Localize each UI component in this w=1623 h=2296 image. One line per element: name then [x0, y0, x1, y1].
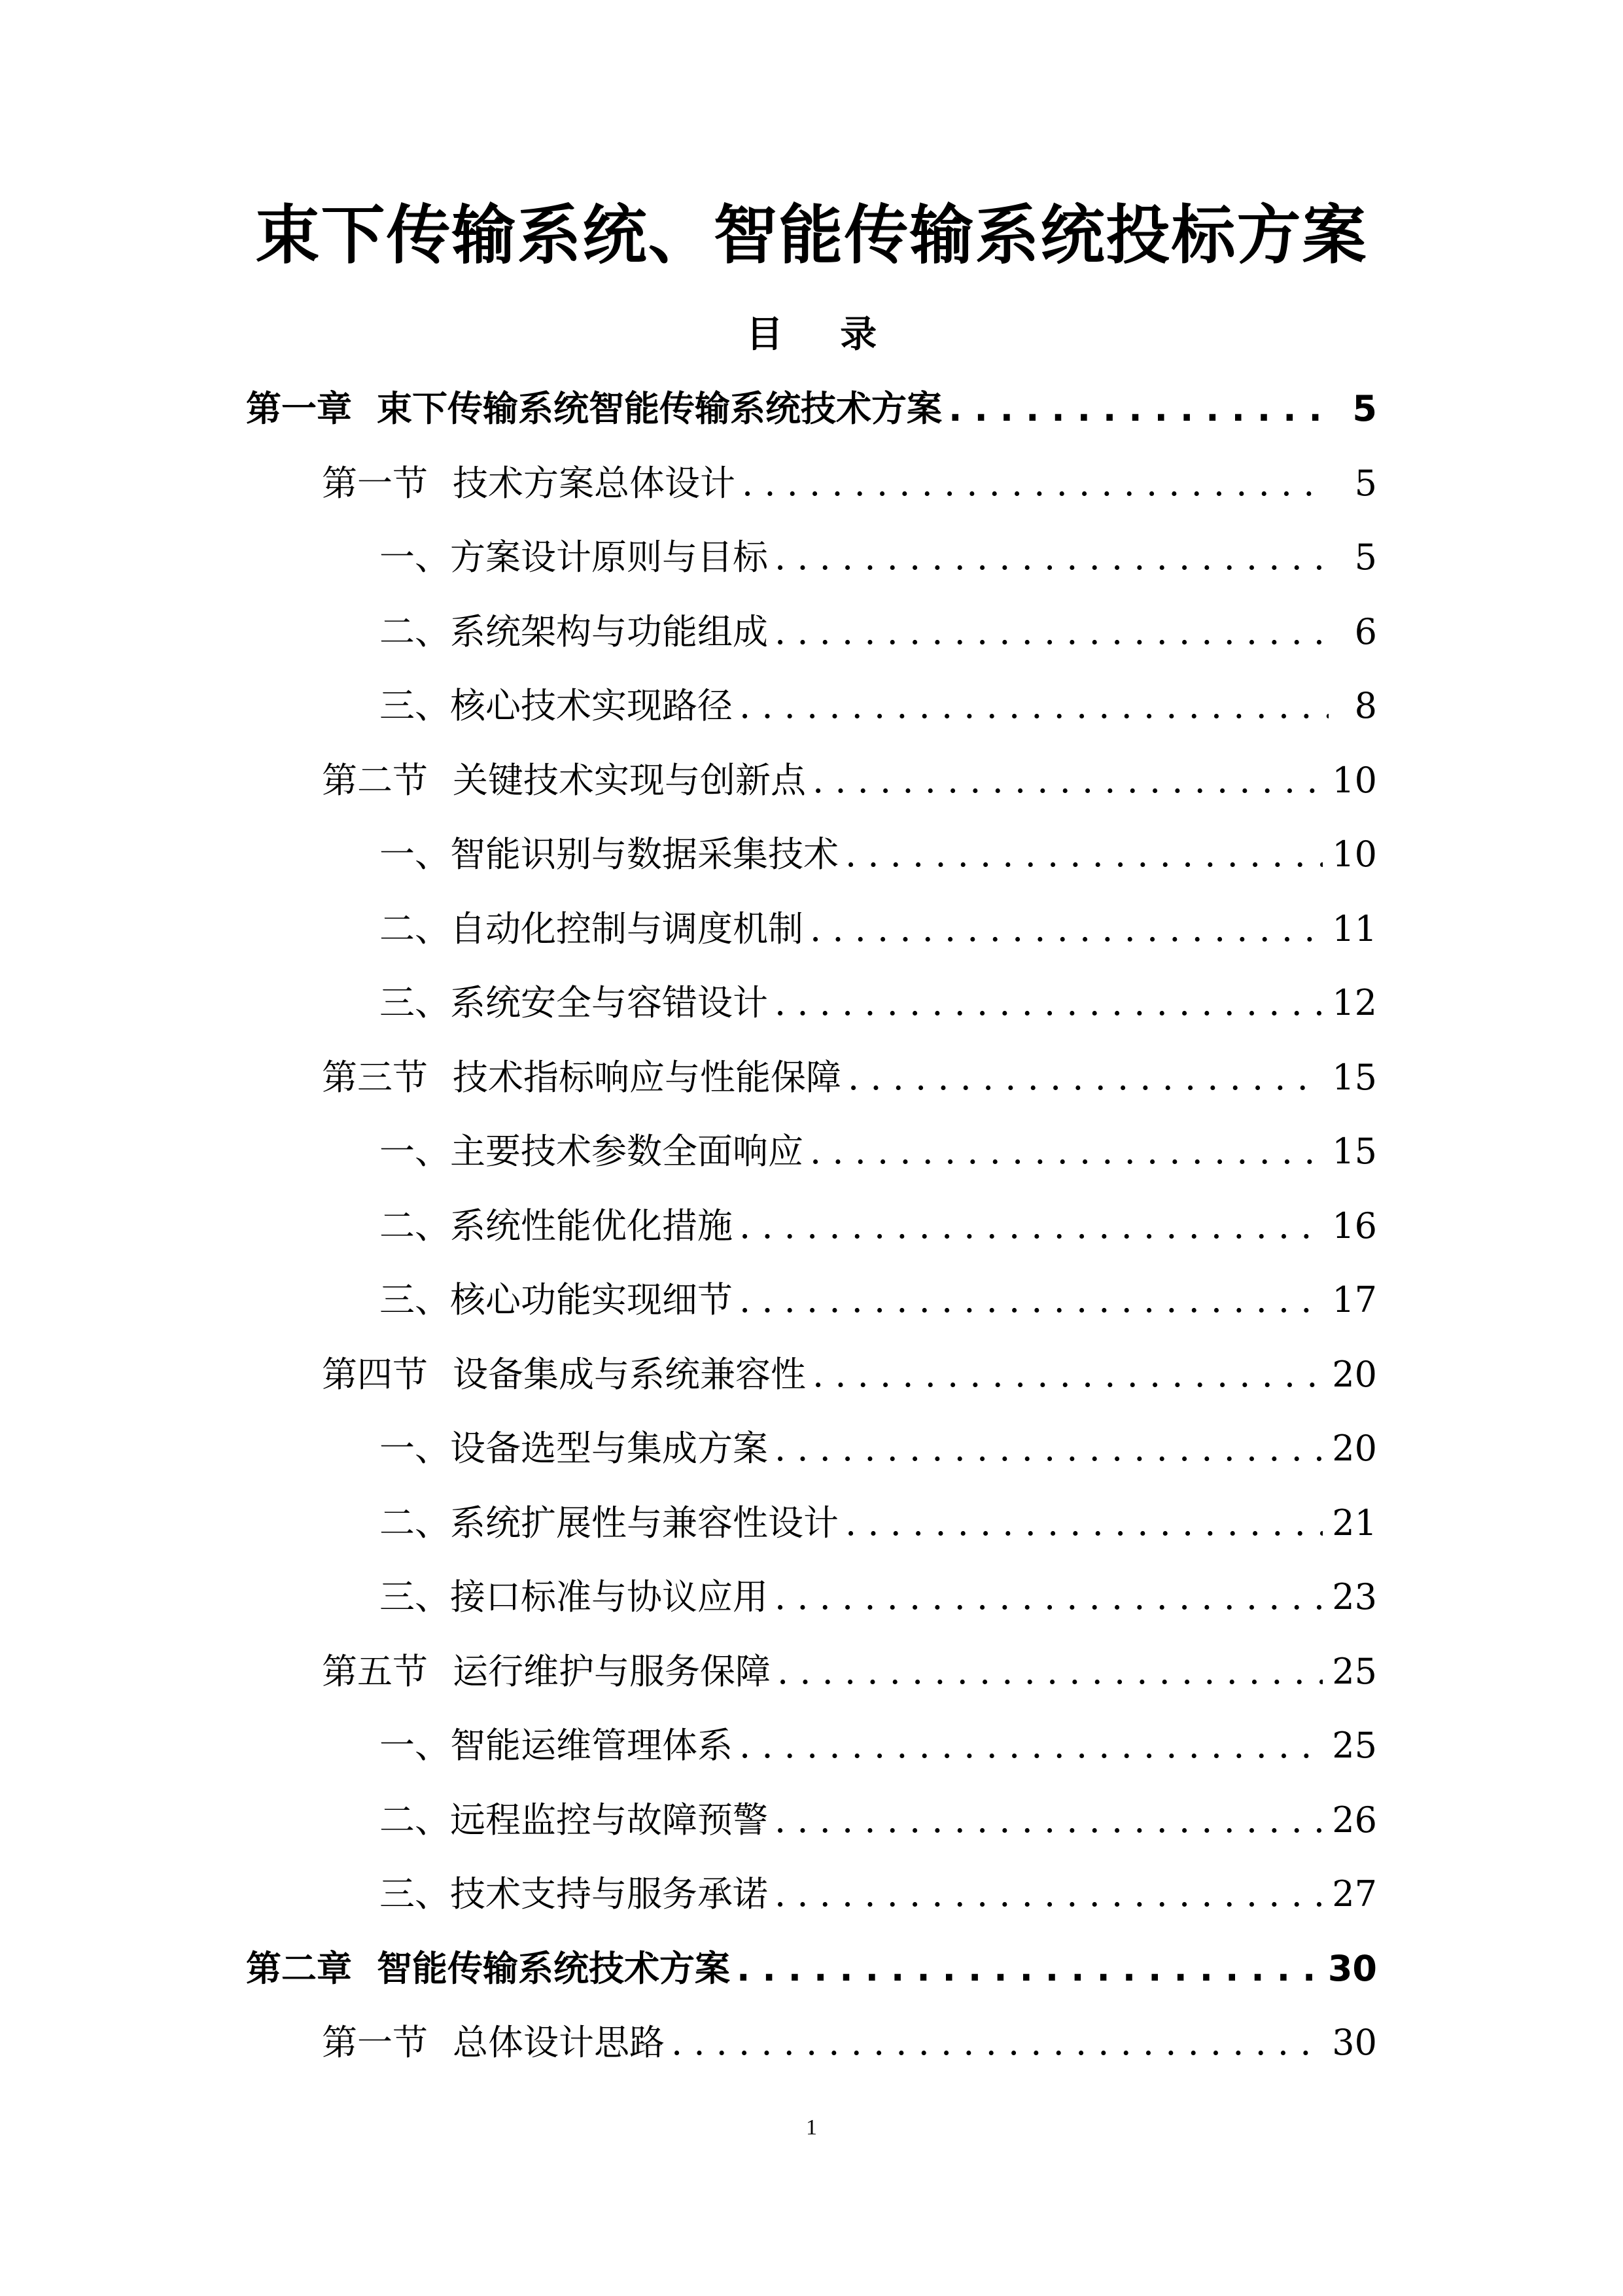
toc-entry-page: 20	[1332, 1353, 1377, 1395]
toc-dot-leader	[949, 380, 1329, 438]
toc-entry-title: 智能传输系统技术方案	[377, 1947, 730, 1989]
toc-entry-page: 11	[1332, 908, 1377, 949]
toc-dot-leader	[775, 1865, 1323, 1924]
toc-dot-leader	[810, 900, 1323, 959]
toc-entry-title: 二、系统性能优化措施	[379, 1205, 733, 1246]
toc-entry-title: 三、核心技术实现路径	[379, 685, 733, 726]
toc-entry-page: 17	[1332, 1279, 1377, 1320]
toc-entry-number: 第一节	[322, 2022, 428, 2063]
toc-dot-leader	[739, 1271, 1323, 1330]
toc-entry-title: 设备集成与系统兼容性	[453, 1353, 806, 1395]
toc-dot-leader	[739, 677, 1329, 735]
toc-entry[interactable]	[379, 1494, 1377, 1553]
toc-entry-number: 第一章	[246, 388, 352, 429]
toc-entry-number: 第二章	[246, 1947, 352, 1989]
toc-entry-title: 三、技术支持与服务承诺	[379, 1873, 768, 1915]
toc-entry-page: 26	[1332, 1799, 1377, 1841]
toc-dot-leader	[812, 751, 1323, 810]
toc-entry-page: 12	[1332, 982, 1377, 1023]
toc-entry-page: 10	[1332, 834, 1377, 875]
toc-entry[interactable]	[322, 1642, 1377, 1701]
toc-entry[interactable]	[379, 1791, 1377, 1850]
toc-entry-page: 23	[1332, 1576, 1377, 1617]
toc-entry-title: 一、智能运维管理体系	[379, 1725, 733, 1766]
toc-entry-page: 21	[1332, 1502, 1377, 1544]
toc-entry-page: 8	[1354, 685, 1377, 726]
toc-entry-title: 二、系统扩展性与兼容性设计	[379, 1502, 839, 1544]
toc-dot-leader	[845, 825, 1323, 884]
toc-entry-number: 第二节	[322, 759, 428, 801]
toc-entry[interactable]	[379, 825, 1377, 884]
toc-entry-number: 第三节	[322, 1056, 428, 1098]
toc-entry[interactable]	[322, 1345, 1377, 1404]
toc-entry-page: 5	[1354, 462, 1377, 504]
toc-dot-leader	[775, 1568, 1323, 1627]
toc-entry[interactable]	[379, 1568, 1377, 1627]
toc-dot-leader	[775, 1419, 1323, 1478]
toc-entry-title: 一、智能识别与数据采集技术	[379, 834, 839, 875]
toc-entry-title: 束下传输系统智能传输系统技术方案	[377, 388, 942, 429]
toc-entry[interactable]	[379, 1122, 1377, 1181]
toc-entry[interactable]	[379, 1716, 1377, 1775]
toc-entry-title: 技术指标响应与性能保障	[453, 1056, 841, 1098]
toc-dot-leader	[737, 1939, 1319, 1998]
toc-entry-title: 关键技术实现与创新点	[453, 759, 806, 801]
toc-entry-title: 二、远程监控与故障预警	[379, 1799, 768, 1841]
toc-entry-title: 技术方案总体设计	[453, 462, 735, 504]
toc-entry-page: 30	[1332, 2022, 1377, 2063]
toc-entry[interactable]	[379, 1865, 1377, 1924]
toc-dot-leader	[812, 1345, 1323, 1404]
toc-entry[interactable]	[322, 751, 1377, 810]
toc-entry-title: 三、系统安全与容错设计	[379, 982, 768, 1023]
toc-dot-leader	[845, 1494, 1323, 1553]
toc-entry-page: 25	[1332, 1650, 1377, 1692]
toc-entry[interactable]	[322, 1048, 1377, 1107]
toc-entry[interactable]	[379, 1271, 1377, 1330]
toc-dot-leader	[777, 1642, 1323, 1701]
toc-entry-page: 20	[1332, 1428, 1377, 1469]
toc-dot-leader	[671, 2013, 1323, 2072]
toc-dot-leader	[775, 528, 1329, 587]
toc-entry-title: 三、接口标准与协议应用	[379, 1576, 768, 1617]
toc-dot-leader	[742, 454, 1329, 513]
toc-entry-page: 16	[1332, 1205, 1377, 1246]
toc-dot-leader	[775, 1791, 1323, 1850]
toc-entry-page: 10	[1332, 759, 1377, 801]
toc-entry-page: 15	[1332, 1056, 1377, 1098]
toc-dot-leader	[739, 1197, 1323, 1256]
toc-entry-title: 三、核心功能实现细节	[379, 1279, 733, 1320]
toc-entry-page: 5	[1354, 537, 1377, 578]
toc-entry[interactable]	[379, 1419, 1377, 1478]
toc-entry-page: 25	[1332, 1725, 1377, 1766]
toc-entry[interactable]	[379, 677, 1377, 735]
toc-entry-title: 一、方案设计原则与目标	[379, 537, 768, 578]
toc-entry[interactable]	[379, 974, 1377, 1033]
toc-entry-page: 6	[1354, 610, 1377, 652]
toc-dot-leader	[775, 603, 1329, 662]
toc-dot-leader	[739, 1716, 1323, 1775]
toc-entry-page: 30	[1327, 1947, 1377, 1989]
toc-entry[interactable]	[246, 1939, 1377, 1998]
toc-entry[interactable]	[246, 380, 1377, 438]
toc-dot-leader	[775, 974, 1323, 1033]
toc-entry-number: 第一节	[322, 462, 428, 504]
toc-dot-leader	[810, 1122, 1323, 1181]
toc-entry[interactable]	[379, 528, 1377, 587]
toc-entry[interactable]	[322, 2013, 1377, 2072]
toc-entry[interactable]	[379, 900, 1377, 959]
toc-entry-title: 运行维护与服务保障	[453, 1650, 771, 1692]
page-number: 1	[806, 2115, 817, 2140]
toc-entry[interactable]	[322, 454, 1377, 513]
toc-entry-title: 一、主要技术参数全面响应	[379, 1131, 803, 1172]
toc-entry[interactable]	[379, 603, 1377, 662]
toc-entry-page: 5	[1352, 388, 1377, 429]
document-title: 束下传输系统、智能传输系统投标方案	[255, 198, 1368, 273]
toc-entry-title: 二、系统架构与功能组成	[379, 610, 768, 652]
toc-entry-title: 一、设备选型与集成方案	[379, 1428, 768, 1469]
toc-dot-leader	[848, 1048, 1323, 1107]
toc-entry-title: 总体设计思路	[453, 2022, 665, 2063]
toc-entry-page: 27	[1332, 1873, 1377, 1915]
toc-entry-title: 二、自动化控制与调度机制	[379, 908, 803, 949]
toc-heading-text: 目 录	[746, 313, 899, 356]
toc-entry-number: 第五节	[322, 1650, 428, 1692]
toc-entry-page: 15	[1332, 1131, 1377, 1172]
toc-heading	[0, 309, 1623, 361]
toc-entry-number: 第四节	[322, 1353, 428, 1395]
toc-entry[interactable]	[379, 1197, 1377, 1256]
